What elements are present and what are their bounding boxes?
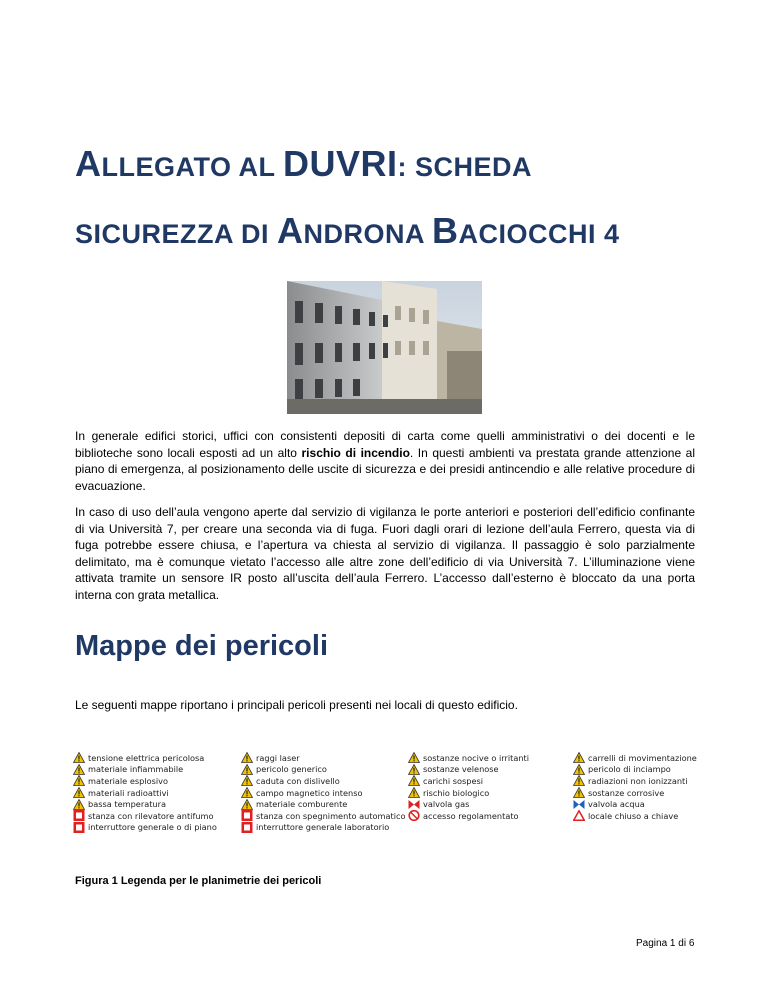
section-intro: Le seguenti mappe riportano i principali pericoli presenti nei locali di questo edificio. [75,698,518,712]
legend-label: sostanze velenose [423,764,499,775]
legend-label: bassa temperatura [88,799,166,810]
title-part: B [432,210,459,251]
legend-item [241,798,406,810]
legend-item [573,810,697,822]
legend-item [408,775,529,787]
warning-triangle-icon [241,764,253,775]
legend-label: sostanze corrosive [588,787,665,798]
legend-label: valvola acqua [588,799,645,810]
legend-item [73,822,217,834]
warning-triangle-icon [73,799,85,810]
red-square-icon [241,810,253,821]
warning-triangle-icon [408,787,420,798]
warning-triangle-icon [408,764,420,775]
warning-triangle-icon [73,775,85,786]
title-part: : SCHEDA [397,152,533,182]
warning-triangle-icon [573,764,585,775]
legend-item [241,822,406,834]
paragraph-text: In generale edifici storici, uffici con consistenti depositi di carta come quelli amministrativi o dei docenti e le biblioteche sono locali esposti ad un alto [75,429,695,460]
legend-label: tensione elettrica pericolosa [88,752,205,763]
warning-triangle-icon [73,787,85,798]
legend-label: valvola gas [423,799,470,810]
figure-caption: Figura 1 Legenda per le planimetrie dei pericoli [75,875,322,887]
legend-label: radiazioni non ionizzanti [588,775,688,786]
document-title [75,132,620,266]
title-part: A [75,143,102,184]
legend-label: carichi sospesi [423,775,484,786]
warning-triangle-icon [573,775,585,786]
warning-triangle-icon [241,799,253,810]
warning-triangle-icon [573,752,585,763]
legend-item [241,764,406,776]
legend-label: interruttore generale laboratorio [256,822,390,833]
legend-item [408,764,529,776]
legend-label: carrelli di movimentazione [588,752,697,763]
paragraph-escape-route: In caso di uso dell’aula vengono aperte dal servizio di vigilanza le porte anteriori e posteriori dell’edificio confinante di via Università 7, per creare una seconda via di fuga. Fuori dagli orari di lezione dell’aula Ferrero, questa via di fuga potrebbe essere chiusa, e l’apertura va chiesta al servizio di vigilanza. Il passaggio è solo parzialmente delimitato, ma è comunque vietato l’accesso alle altre zone dell’edificio di via Università 7. L’illuminazione viene attivata tramite un sensore IR posto all’uscita dell’aula Ferrero. L’accesso dall’esterno è bloccato da una porta interna con grata metallica. [75,505,695,602]
legend-item [573,798,697,810]
legend-item [408,810,529,822]
legend-item [73,787,217,799]
legend-label: caduta con dislivello [256,775,340,786]
legend-column [73,752,217,833]
legend-label: campo magnetico intenso [256,787,363,798]
legend-item [408,798,529,810]
legend-column [241,752,406,833]
red-circle-icon [408,810,420,821]
title-part: SICUREZZA DI [75,219,277,249]
legend-item [73,775,217,787]
section-heading: Mappe dei pericoli [75,630,328,662]
legend-item [241,787,406,799]
legend-label: sostanze nocive o irritanti [423,752,530,763]
paragraph-text: . In questi ambienti va prestata grande attenzione al piano di emergenza, al posizionamento delle uscite di sicurezza e dei presidi antincendio e alle relative procedure di evacuazione. [75,445,695,493]
title-part: DUVRI [283,143,398,184]
legend-column [408,752,529,822]
legend-label: accesso regolamentato [423,810,519,821]
paragraph-bold-text: rischio di incendio [301,445,410,460]
red-square-icon [241,822,253,833]
warning-triangle-icon [241,775,253,786]
legend-item [73,752,217,764]
legend-label: materiale infiammabile [88,764,184,775]
legend-label: interruttore generale o di piano [88,822,217,833]
legend-label: raggi laser [256,752,300,763]
warning-triangle-icon [241,787,253,798]
title-part: A [277,210,304,251]
legend-item [73,764,217,776]
legend-item [73,810,217,822]
legend-label: locale chiuso a chiave [588,810,679,821]
legend-label: pericolo generico [256,764,327,775]
legend-label: rischio biologico [423,787,490,798]
warning-triangle-icon [73,764,85,775]
title-part: LLEGATO AL [101,152,284,182]
title-part: ACIOCCHI 4 [458,219,620,249]
legend-item [573,775,697,787]
legend-label: materiale esplosivo [88,775,168,786]
legend-item [408,752,529,764]
valve-blue-icon [573,799,585,810]
warning-triangle-icon [241,752,253,763]
legend-item [241,810,406,822]
legend-label: materiale comburente [256,799,348,810]
title-part: NDRONA [303,219,432,249]
legend-item [573,787,697,799]
red-outline-triangle-icon [573,810,585,821]
page-number: Pagina 1 di 6 [636,938,695,949]
legend-label: stanza con spegnimento automatico [256,810,406,821]
warning-triangle-icon [73,752,85,763]
warning-triangle-icon [408,752,420,763]
warning-triangle-icon [408,775,420,786]
hazard-legend [73,752,713,848]
warning-triangle-icon [573,787,585,798]
legend-item [73,798,217,810]
red-square-icon [73,822,85,833]
building-photo [287,281,482,414]
legend-label: stanza con rilevatore antifumo [88,810,214,821]
legend-column [573,752,697,822]
legend-item [573,752,697,764]
legend-item [408,787,529,799]
legend-item [241,752,406,764]
paragraph-fire-risk [75,428,695,494]
legend-label: materiali radioattivi [88,787,169,798]
red-square-icon [73,810,85,821]
legend-item [241,775,406,787]
valve-red-icon [408,799,420,810]
legend-label: pericolo di inciampo [588,764,671,775]
legend-item [573,764,697,776]
